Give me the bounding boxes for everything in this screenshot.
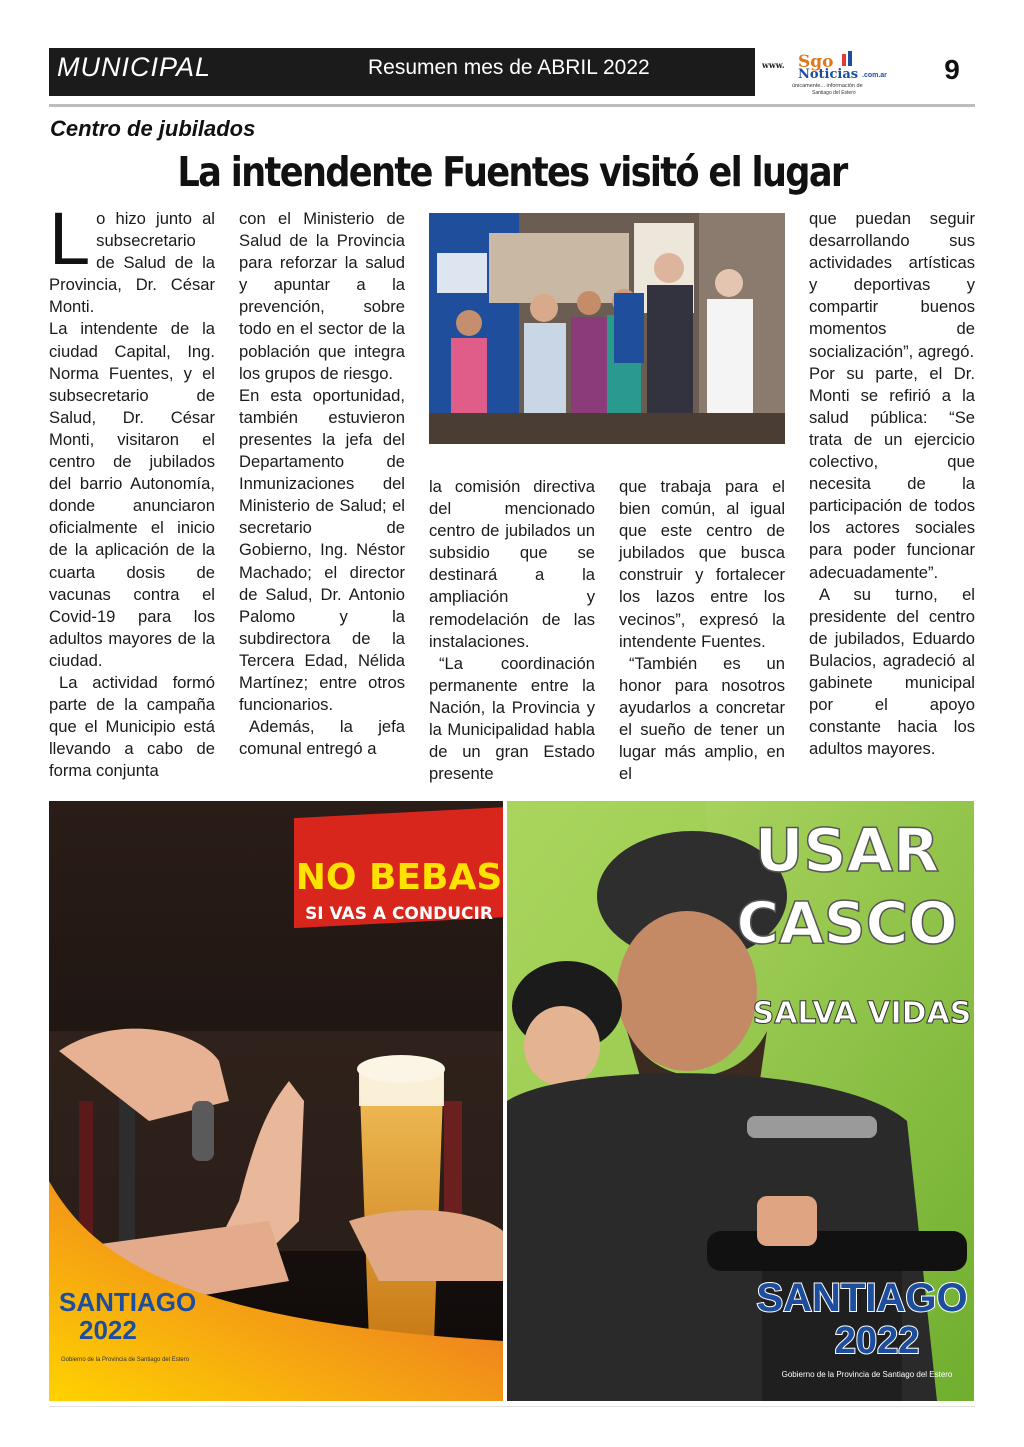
ad1-credit: Gobierno de la Provincia de Santiago del Estero bbox=[61, 1357, 190, 1363]
article-column-2 bbox=[239, 208, 405, 760]
article-column-1 bbox=[49, 197, 215, 782]
article-paragraph: “La coordinación permanente entre la Nación, la Provincia y la Municipalidad habla de un gran Estado presente bbox=[429, 653, 595, 784]
article-column-4 bbox=[619, 476, 785, 785]
ad2-subheadline: SALVA VIDAS bbox=[752, 996, 972, 1031]
ad1-brand: SANTIAGO bbox=[59, 1287, 197, 1317]
header-divider bbox=[49, 104, 975, 107]
article-headline: La intendente Fuentes visitó el lugar bbox=[177, 148, 847, 196]
article-paragraph: Además, la jefa comunal entregó a bbox=[239, 717, 405, 759]
logo-bar-blue bbox=[848, 51, 852, 66]
ad1-year: 2022 bbox=[79, 1315, 137, 1345]
article-paragraph: la comisión directiva del mencionado centro de jubilados un subsidio que se destinará a la ampliación y remodelación de las instalaciones. bbox=[429, 477, 595, 651]
ad-no-bebas bbox=[49, 801, 503, 1401]
logo-bar-red bbox=[842, 54, 846, 66]
article-paragraph: La intendente de la ciudad Capital, Ing. Norma Fuentes, y el subsecretario de Salud, Dr. César Monti, visitaron el centro de jubilados del barrio Autonomía, donde anunciaron oficialmente el inicio de la aplicación de la cuarta dosis de vacunas contra el Covid-19 para los adultos mayores de la ciudad. bbox=[49, 319, 215, 670]
article-paragraph: En esta oportunidad, también estuvieron presentes la jefa del Departamento de Inmunizaciones del Ministerio de Salud; el secretario de Gobierno, Ing. Néstor Machado; el director de Salud, Dr. Antonio Palomo y la subdirectora de la Tercera Edad, Nélida Martínez; entre otros funcionarios. bbox=[239, 385, 405, 715]
article-paragraph: “También es un honor para nosotros ayudarlos a concretar el sueño de tener un lugar más amplio, en el bbox=[619, 653, 785, 784]
logo-www: www. bbox=[762, 60, 785, 70]
ad2-headline-1: USAR bbox=[754, 816, 940, 886]
ad-usar-casco bbox=[507, 801, 974, 1401]
article-kicker: Centro de jubilados bbox=[50, 116, 256, 141]
article-photo bbox=[429, 213, 785, 444]
ad1-subheadline: SI VAS A CONDUCIR bbox=[305, 904, 493, 924]
article-paragraph: A su turno, el presidente del centro de jubilados, Eduardo Bulacios, agradeció al gabinete municipal por el apoyo constante hacia los adultos mayores. bbox=[809, 584, 975, 759]
article-column-3 bbox=[429, 476, 595, 785]
ad-no-bebas-art bbox=[49, 801, 503, 1401]
ad-usar-casco-art bbox=[507, 801, 974, 1401]
article-paragraph: Lo hizo junto al subsecretario de Salud de la Provincia, Dr. César Monti. bbox=[49, 197, 215, 317]
ad2-brand: SANTIAGO bbox=[756, 1276, 968, 1320]
article-paragraph: La actividad formó parte de la campaña que el Municipio está llevando a cabo de forma conjunta bbox=[49, 672, 215, 781]
ad1-headline: NO BEBAS bbox=[295, 857, 503, 898]
logo-noticias: Noticias bbox=[798, 67, 859, 82]
article-paragraph: Por su parte, el Dr. Monti se refirió a la salud pública: “Se trata de un ejercicio colectivo, que necesita de la participación de todos los actores sociales para poder funcionar adecuadamente”. bbox=[809, 363, 975, 582]
page-number: 9 bbox=[944, 54, 960, 85]
logo-tagline: únicamente... información de bbox=[792, 83, 863, 89]
logo-tagline-2: Santiago del Estero bbox=[812, 90, 856, 96]
article-paragraph: que trabaja para el bien común, al igual que este centro de jubilados que busca construir y fortalecer los lazos entre los vecinos”, expresó la intendente Fuentes. bbox=[619, 477, 785, 651]
footer-divider bbox=[49, 1406, 975, 1407]
edition-label: Resumen mes de ABRIL 2022 bbox=[368, 56, 650, 79]
drop-cap: L bbox=[49, 197, 91, 280]
logo-domain: .com.ar bbox=[862, 72, 887, 79]
ad2-year: 2022 bbox=[834, 1320, 920, 1362]
logo-sgo: Sgo bbox=[798, 52, 834, 72]
article-paragraph: que puedan seguir desarrollando sus actividades artísticas y deportivas y compartir buenos momentos de socialización”, agregó. bbox=[809, 209, 975, 361]
ad2-headline-2: CASCO bbox=[736, 889, 958, 957]
article-column-5 bbox=[809, 208, 975, 760]
section-title: MUNICIPAL bbox=[57, 52, 212, 82]
ad2-credit: Gobierno de la Provincia de Santiago del Estero bbox=[781, 1370, 953, 1379]
article-paragraph: con el Ministerio de Salud de la Provincia para reforzar la salud y apuntar a la prevención, sobre todo en el sector de la población que integra los grupos de riesgo. bbox=[239, 209, 405, 383]
newspaper-logo bbox=[762, 50, 912, 96]
ceremony-photo-illustration bbox=[429, 213, 785, 444]
